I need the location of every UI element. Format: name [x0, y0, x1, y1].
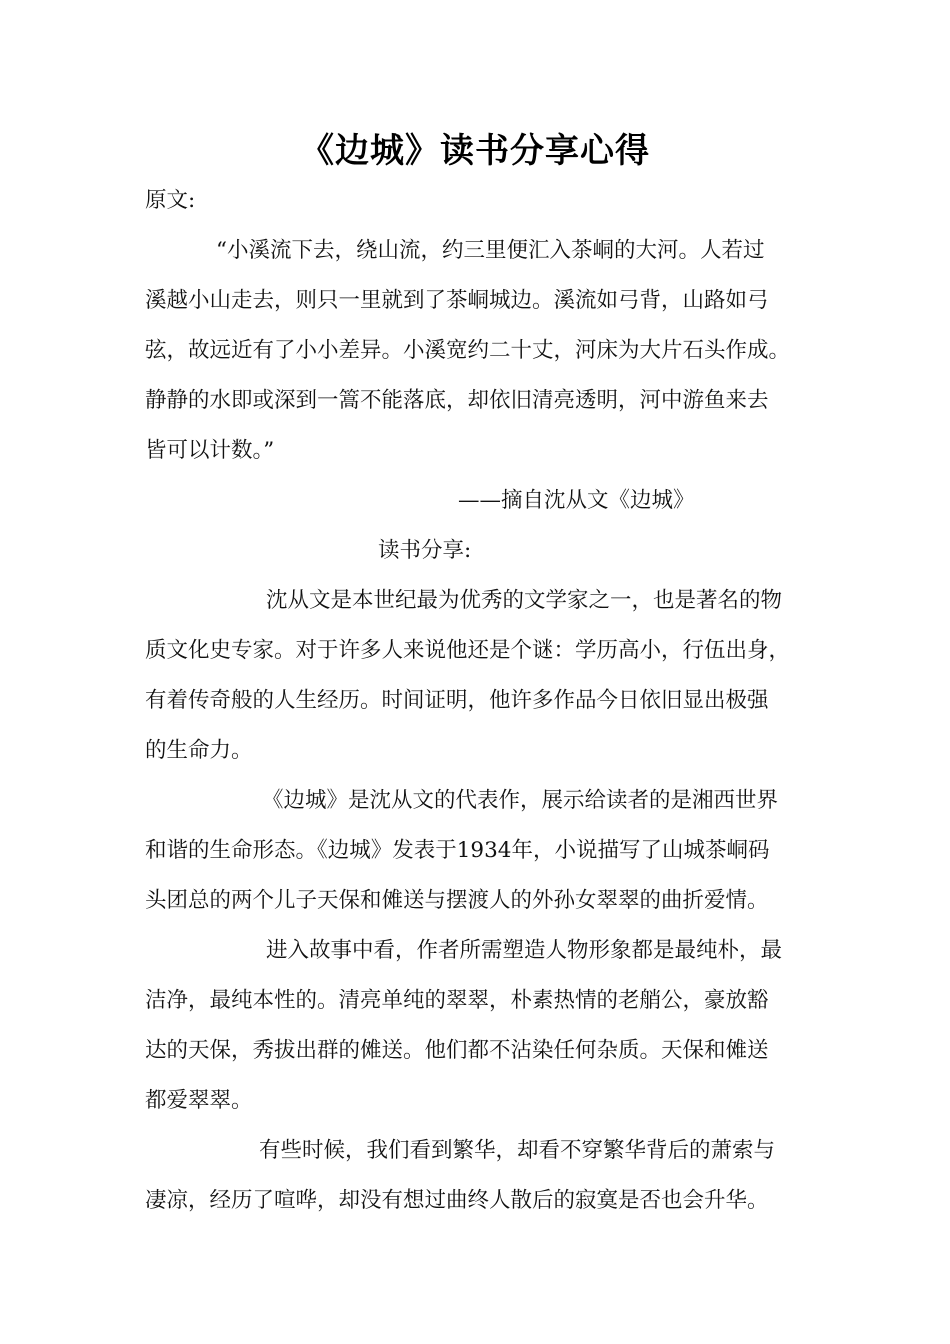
- share-label: 读书分享:: [378, 538, 472, 563]
- paragraph-line: 达的天保，秀拔出群的傩送。他们都不沾染任何杂质。天保和傩送: [145, 1038, 769, 1063]
- paragraph-line: 和谐的生命形态。《边城》发表于1934年，小说描写了山城茶峒码: [145, 838, 770, 863]
- page-title: 《边城》读书分享心得: [300, 131, 650, 171]
- quote-line: “小溪流下去，绕山流，约三里便汇入茶峒的大河。人若过: [216, 238, 765, 263]
- paragraph-line: 都爱翠翠。: [145, 1088, 253, 1113]
- original-label: 原文:: [145, 188, 196, 213]
- paragraph-line: 《边城》是沈从文的代表作，展示给读者的是湘西世界: [262, 788, 779, 813]
- paragraph-line: 头团总的两个儿子天保和傩送与摆渡人的外孙女翠翠的曲折爱情。: [145, 888, 769, 913]
- paragraph-line: 洁净，最纯本性的。清亮单纯的翠翠，朴素热情的老艄公，豪放豁: [145, 988, 769, 1013]
- quote-line: 弦，故远近有了小小差异。小溪宽约二十丈，河床为大片石头作成。: [145, 338, 791, 363]
- paragraph-line: 沈从文是本世纪最为优秀的文学家之一，也是著名的物: [266, 588, 783, 613]
- paragraph-line: 的生命力。: [145, 738, 253, 763]
- paragraph-line: 凄凉，经历了喧哗，却没有想过曲终人散后的寂寞是否也会升华。: [145, 1188, 769, 1213]
- quote-line: 溪越小山走去，则只一里就到了茶峒城边。溪流如弓背，山路如弓: [145, 288, 769, 313]
- paragraph-line: 有着传奇般的人生经历。时间证明，他许多作品今日依旧显出极强: [145, 688, 769, 713]
- quote-line: 静静的水即或深到一篙不能落底，却依旧清亮透明，河中游鱼来去: [145, 388, 769, 413]
- paragraph-line: 质文化史专家。对于许多人来说他还是个谜：学历高小，行伍出身，: [145, 638, 791, 663]
- paragraph-line: 进入故事中看，作者所需塑造人物形象都是最纯朴，最: [266, 938, 783, 963]
- quote-attribution: ——摘自沈从文《边城》: [458, 488, 695, 513]
- quote-line: 皆可以计数。”: [145, 438, 275, 463]
- paragraph-line: 有些时候，我们看到繁华，却看不穿繁华背后的萧索与: [259, 1138, 776, 1163]
